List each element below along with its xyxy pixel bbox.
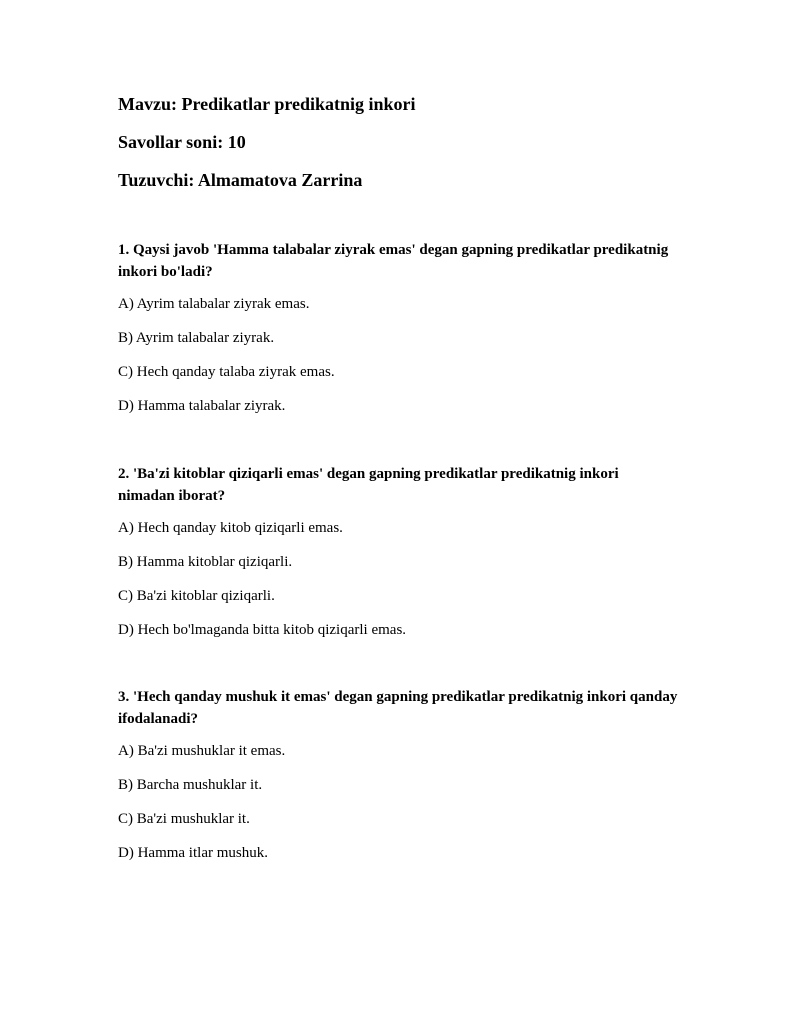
question-1 — [118, 239, 678, 415]
answer-option-b: B) Hamma kitoblar qiziqarli. — [118, 554, 293, 570]
answer-option-b: B) Barcha mushuklar it. — [118, 777, 263, 793]
question-text: 2. 'Ba'zi kitoblar qiziqarli emas' degan gapning predikatlar predikatnig inkori nimadan iborat? — [118, 466, 619, 504]
answer-options — [118, 295, 678, 415]
question-count-heading: Savollar soni: 10 — [118, 132, 246, 152]
question-text: 1. Qaysi javob 'Hamma talabalar ziyrak emas' degan gapning predikatlar predikatnig inkori bo'ladi? — [118, 242, 669, 280]
answer-options — [118, 519, 678, 639]
answer-option-c: C) Hech qanday talaba ziyrak emas. — [118, 364, 335, 380]
author-heading: Tuzuvchi: Almamatova Zarrina — [118, 170, 363, 190]
topic-heading: Mavzu: Predikatlar predikatnig inkori — [118, 94, 416, 114]
answer-option-c: C) Ba'zi mushuklar it. — [118, 811, 250, 827]
question-text: 3. 'Hech qanday mushuk it emas' degan gapning predikatlar predikatnig inkori qanday ifodalanadi? — [118, 689, 678, 727]
answer-options — [118, 742, 678, 862]
answer-option-d: D) Hech bo'lmaganda bitta kitob qiziqarli emas. — [118, 622, 407, 638]
answer-option-a: A) Ayrim talabalar ziyrak emas. — [118, 296, 310, 312]
answer-option-c: C) Ba'zi kitoblar qiziqarli. — [118, 588, 275, 604]
answer-option-d: D) Hamma talabalar ziyrak. — [118, 398, 286, 414]
answer-option-a: A) Hech qanday kitob qiziqarli emas. — [118, 520, 343, 536]
question-3 — [118, 686, 678, 862]
question-2 — [118, 463, 678, 639]
answer-option-d: D) Hamma itlar mushuk. — [118, 845, 268, 861]
answer-option-b: B) Ayrim talabalar ziyrak. — [118, 330, 275, 346]
answer-option-a: A) Ba'zi mushuklar it emas. — [118, 743, 286, 759]
